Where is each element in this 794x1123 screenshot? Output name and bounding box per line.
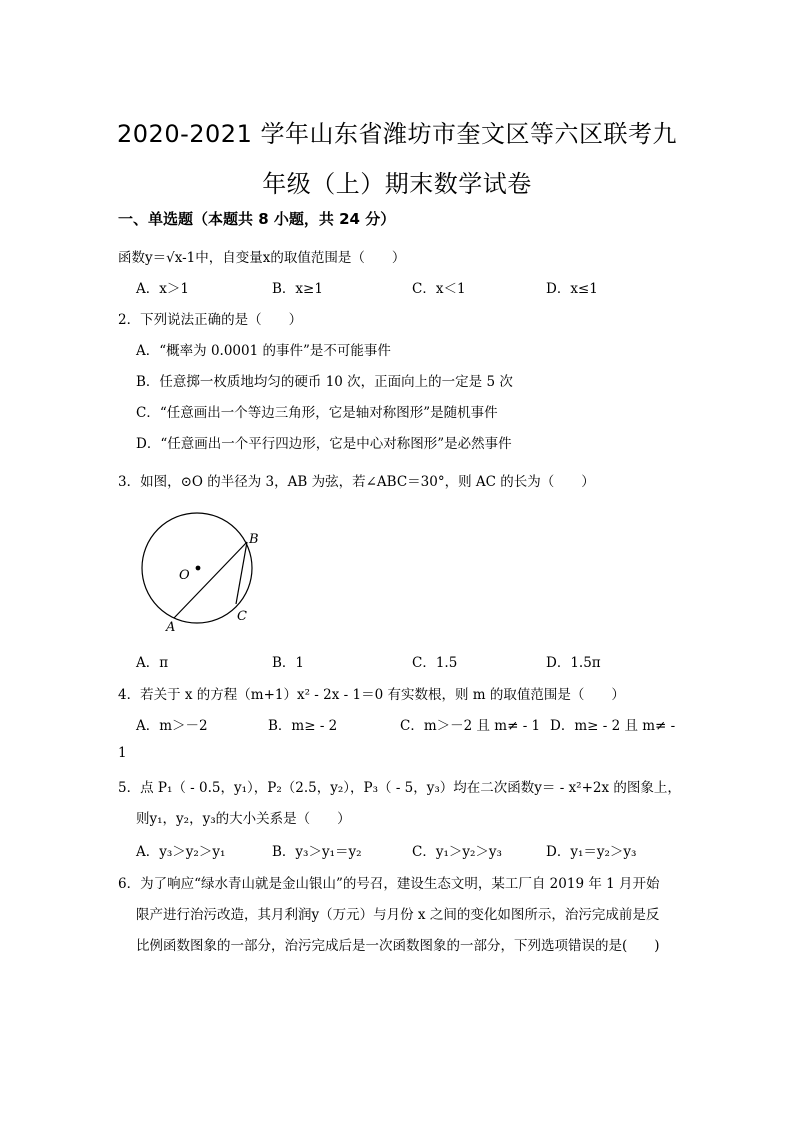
q2-option-c: C．“任意画出一个等边三角形，它是轴对称图形”是随机事件 — [136, 405, 498, 421]
q5-option-c: C．y₁＞y₂＞y₃ — [412, 844, 502, 860]
q5-option-b: B．y₃＞y₁＝y₂ — [272, 844, 362, 860]
q3-option-b: B．1 — [272, 655, 305, 671]
q2-option-d: D．“任意画出一个平行四边形，它是中心对称图形”是必然事件 — [136, 436, 512, 452]
q3-option-d: D．1.5π — [546, 655, 601, 671]
center-dot — [196, 566, 201, 571]
q4-option-d-wrap: 1 — [118, 745, 127, 761]
q3-option-c: C．1.5 — [412, 655, 458, 671]
q4-option-b: B．m≥ - 2 — [268, 718, 338, 734]
q1-option-c: C．x＜1 — [412, 281, 466, 297]
question-4: 4．若关于 x 的方程（m+1）x² - 2x - 1＝0 有实数根，则 m 的取值范围是（ ） — [118, 687, 625, 703]
title-line-1: 2020-2021 学年山东省潍坊市奎文区等六区联考九 — [117, 120, 677, 148]
label-a: A — [166, 620, 176, 635]
question-3: 3．如图，⊙O 的半径为 3，AB 为弦，若∠ABC＝30°，则 AC 的长为（ ） — [118, 474, 595, 490]
q2-option-a: A．“概率为 0.0001 的事件”是不可能事件 — [136, 343, 391, 359]
q3-option-a: A．π — [136, 655, 169, 671]
q4-option-d: D．m≥ - 2 且 m≠ - — [550, 718, 676, 734]
label-b: B — [249, 532, 259, 547]
q2-option-b: B．任意掷一枚质地均匀的硬币 10 次，正面向上的一定是 5 次 — [136, 374, 513, 390]
label-c: C — [237, 609, 247, 624]
label-o: O — [179, 568, 190, 583]
question-2: 2．下列说法正确的是（ ） — [118, 312, 303, 328]
q1-option-b: B．x≥1 — [272, 281, 323, 297]
question-6-line-1: 6．为了响应“绿水青山就是金山银山”的号召，建设生态文明，某工厂自 2019 年 1 月开始 — [118, 876, 660, 892]
question-5-line-1: 5．点 P₁（ - 0.5，y₁），P₂（2.5，y₂），P₃（ - 5，y₃）均在二次函数y＝ - x²+2x 的图象上， — [118, 780, 681, 796]
q4-option-a: A．m＞－2 — [136, 718, 208, 734]
q4-option-c: C．m＞－2 且 m≠ - 1 — [400, 718, 541, 734]
question-5-line-2: 则y₁，y₂，y₃的大小关系是（ ） — [136, 811, 351, 827]
section-heading: 一、单选题（本题共 8 小题，共 24 分） — [118, 210, 396, 228]
circle-figure — [136, 512, 286, 638]
q5-option-d: D．y₁＝y₂＞y₃ — [546, 844, 637, 860]
q1-option-a: A．x＞1 — [136, 281, 189, 297]
question-6-line-3: 比例函数图象的一部分，治污完成后是一次函数图象的一部分，下列选项错误的是( ) — [136, 938, 660, 954]
question-1: 函数y＝√x-1中，自变量x的取值范围是（ ） — [118, 250, 406, 266]
question-6-line-2: 限产进行治污改造，其月利润y（万元）与月份 x 之间的变化如图所示，治污完成前是反 — [136, 907, 660, 923]
q1-option-d: D．x≤1 — [546, 281, 598, 297]
title-line-2: 年级（上）期末数学试卷 — [262, 170, 532, 198]
q5-option-a: A．y₃＞y₂＞y₁ — [136, 844, 226, 860]
